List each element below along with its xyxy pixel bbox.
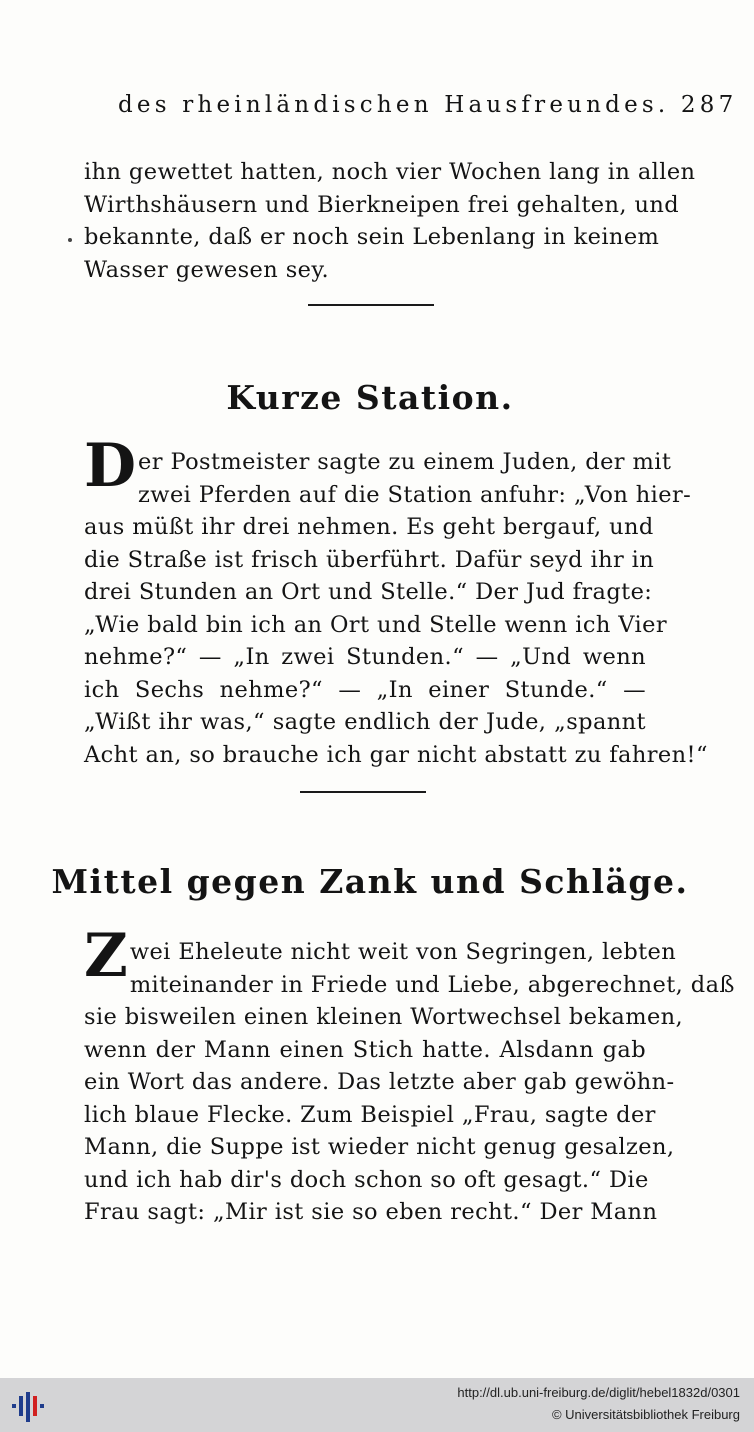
- library-logo-icon: [12, 1388, 48, 1422]
- text-line: Wirthshäusern und Bierkneipen frei gehalten, und: [84, 191, 680, 218]
- source-url-link[interactable]: http://dl.ub.uni-freiburg.de/diglit/hebel1832d/0301: [457, 1385, 740, 1400]
- section-divider: [308, 304, 434, 306]
- text-line: drei Stunden an Ort und Stelle.“ Der Jud fragte:: [84, 579, 653, 605]
- running-head: des rheinländischen Hausfreundes. 287: [118, 92, 738, 118]
- section-divider: [300, 791, 426, 793]
- text-line: und ich hab dir's doch schon so oft gesagt.“ Die: [84, 1166, 649, 1193]
- text-line: ich Sechs nehme?“ — „In einer Stunde.“ —: [84, 676, 646, 703]
- ink-speck: [68, 238, 72, 242]
- text-line: sie bisweilen einen kleinen Wortwechsel bekamen,: [84, 1004, 684, 1030]
- text-line: ihn gewettet hatten, noch vier Wochen lang in allen: [84, 159, 696, 185]
- section2-paragraph: [84, 921, 735, 1229]
- text-line: die Straße ist frisch überführt. Dafür seyd ihr in: [84, 546, 655, 573]
- library-footer: [0, 1378, 754, 1432]
- text-line: nehme?“ — „In zwei Stunden.“ — „Und wenn: [84, 644, 646, 670]
- text-line: er Postmeister sagte zu einem Juden, der mit: [138, 449, 672, 475]
- text-line: „Wie bald bin ich an Ort und Stelle wenn ich Vier: [84, 611, 667, 638]
- text-line: ein Wort das andere. Das letzte aber gab gewöhn-: [84, 1069, 675, 1095]
- intro-paragraph: [84, 156, 696, 286]
- text-line: „Wißt ihr was,“ sagte endlich der Jude, „spannt: [84, 709, 646, 735]
- text-line: zwei Pferden auf die Station anfuhr: „Von hier-: [138, 481, 692, 508]
- text-line: bekannte, daß er noch sein Lebenlang in keinem: [84, 224, 660, 250]
- copyright-notice: © Universitätsbibliothek Freiburg: [551, 1407, 740, 1422]
- section1-paragraph: [84, 431, 708, 771]
- text-line: lich blaue Flecke. Zum Beispiel „Frau, sagte der: [84, 1101, 656, 1128]
- drop-cap: D: [84, 431, 137, 501]
- section-title-kurze-station: Kurze Station.: [226, 378, 514, 417]
- section-title-mittel-gegen-zank: Mittel gegen Zank und Schläge.: [51, 862, 689, 901]
- text-line: miteinander in Friede und Liebe, abgerechnet, daß: [129, 971, 735, 998]
- text-line: aus müßt ihr drei nehmen. Es geht bergauf, und: [84, 514, 654, 540]
- text-line: Wasser gewesen sey.: [84, 256, 330, 283]
- drop-cap: Z: [84, 921, 128, 991]
- text-line: wenn der Mann einen Stich hatte. Alsdann gab: [84, 1036, 646, 1063]
- text-line: Frau sagt: „Mir ist sie so eben recht.“ Der Mann: [84, 1199, 658, 1225]
- text-line: Mann, die Suppe ist wieder nicht genug gesalzen,: [84, 1134, 675, 1160]
- text-line: Acht an, so brauche ich gar nicht abstatt zu fahren!“: [84, 741, 708, 768]
- text-line: wei Eheleute nicht weit von Segringen, lebten: [129, 939, 677, 965]
